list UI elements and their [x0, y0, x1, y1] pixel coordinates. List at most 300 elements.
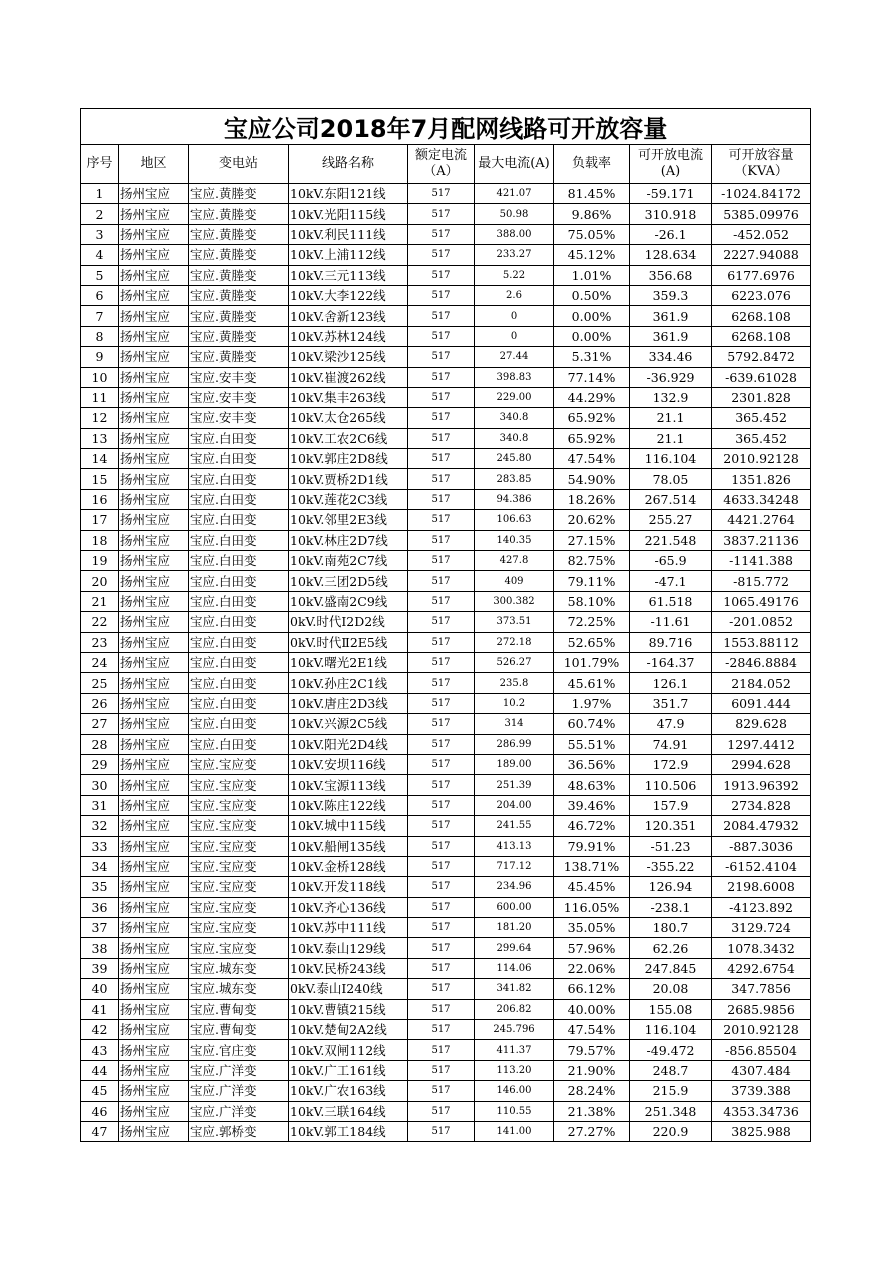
table-row — [81, 408, 811, 428]
cell-max-current: 5.22 — [475, 265, 554, 285]
cell-substation: 宝应.黄塍变 — [189, 265, 289, 285]
cell-open-current: -355.22 — [630, 856, 712, 876]
cell-open-capacity: 2227.94088 — [712, 245, 811, 265]
cell-substation: 宝应.宝应变 — [189, 754, 289, 774]
cell-substation: 宝应.白田变 — [189, 612, 289, 632]
cell-rated-current: 517 — [408, 306, 475, 326]
cell-load-rate: 45.12% — [554, 245, 630, 265]
cell-max-current: 283.85 — [475, 469, 554, 489]
cell-open-current: -59.171 — [630, 184, 712, 204]
cell-open-capacity: -6152.4104 — [712, 856, 811, 876]
table-row — [81, 469, 811, 489]
cell-substation: 宝应.宝应变 — [189, 897, 289, 917]
cell-region: 扬州宝应 — [119, 1081, 189, 1101]
cell-index: 24 — [81, 652, 119, 672]
cell-load-rate: 77.14% — [554, 367, 630, 387]
cell-index: 30 — [81, 775, 119, 795]
cell-load-rate: 54.90% — [554, 469, 630, 489]
cell-line-name: 10kV.光阳115线 — [289, 204, 408, 224]
cell-max-current: 141.00 — [475, 1121, 554, 1141]
cell-region: 扬州宝应 — [119, 652, 189, 672]
cell-max-current: 286.99 — [475, 734, 554, 754]
cell-index: 44 — [81, 1060, 119, 1080]
cell-load-rate: 22.06% — [554, 958, 630, 978]
cell-max-current: 245.80 — [475, 449, 554, 469]
cell-open-capacity: 5385.09976 — [712, 204, 811, 224]
table-row — [81, 530, 811, 550]
cell-rated-current: 517 — [408, 734, 475, 754]
cell-open-current: 310.918 — [630, 204, 712, 224]
cell-line-name: 10kV.孙庄2C1线 — [289, 673, 408, 693]
cell-load-rate: 45.45% — [554, 877, 630, 897]
cell-open-capacity: 2994.628 — [712, 754, 811, 774]
cell-index: 16 — [81, 489, 119, 509]
cell-substation: 宝应.白田变 — [189, 652, 289, 672]
cell-rated-current: 517 — [408, 204, 475, 224]
cell-region: 扬州宝应 — [119, 632, 189, 652]
cell-load-rate: 27.15% — [554, 530, 630, 550]
cell-open-current: 62.26 — [630, 938, 712, 958]
cell-load-rate: 79.91% — [554, 836, 630, 856]
cell-max-current: 299.64 — [475, 938, 554, 958]
cell-line-name: 10kV.梁沙125线 — [289, 347, 408, 367]
cell-open-capacity: 2734.828 — [712, 795, 811, 815]
cell-load-rate: 39.46% — [554, 795, 630, 815]
cell-rated-current: 517 — [408, 449, 475, 469]
cell-load-rate: 52.65% — [554, 632, 630, 652]
table-row — [81, 1060, 811, 1080]
table-row — [81, 1101, 811, 1121]
cell-open-current: 61.518 — [630, 591, 712, 611]
cell-open-capacity: 1913.96392 — [712, 775, 811, 795]
cell-load-rate: 46.72% — [554, 816, 630, 836]
cell-line-name: 10kV.城中115线 — [289, 816, 408, 836]
cell-rated-current: 517 — [408, 918, 475, 938]
cell-rated-current: 517 — [408, 775, 475, 795]
cell-max-current: 27.44 — [475, 347, 554, 367]
cell-substation: 宝应.官庄变 — [189, 1040, 289, 1060]
cell-index: 27 — [81, 714, 119, 734]
cell-open-current: 215.9 — [630, 1081, 712, 1101]
cell-open-current: 356.68 — [630, 265, 712, 285]
cell-substation: 宝应.白田变 — [189, 551, 289, 571]
capacity-table — [80, 108, 811, 1142]
cell-open-current: -26.1 — [630, 224, 712, 244]
cell-open-capacity: 5792.8472 — [712, 347, 811, 367]
cell-region: 扬州宝应 — [119, 612, 189, 632]
cell-open-current: -65.9 — [630, 551, 712, 571]
cell-region: 扬州宝应 — [119, 836, 189, 856]
cell-line-name: 10kV.宝源113线 — [289, 775, 408, 795]
cell-open-current: -164.37 — [630, 652, 712, 672]
cell-open-current: 359.3 — [630, 285, 712, 305]
cell-load-rate: 47.54% — [554, 449, 630, 469]
cell-load-rate: 40.00% — [554, 999, 630, 1019]
cell-open-current: 21.1 — [630, 408, 712, 428]
table-row — [81, 816, 811, 836]
cell-rated-current: 517 — [408, 1081, 475, 1101]
cell-index: 38 — [81, 938, 119, 958]
cell-index: 21 — [81, 591, 119, 611]
cell-substation: 宝应.黄塍变 — [189, 306, 289, 326]
cell-open-capacity: -856.85504 — [712, 1040, 811, 1060]
cell-line-name: 10kV.开发118线 — [289, 877, 408, 897]
cell-max-current: 0 — [475, 306, 554, 326]
cell-line-name: 10kV.金桥128线 — [289, 856, 408, 876]
cell-open-capacity: 2010.92128 — [712, 1020, 811, 1040]
header-region: 地区 — [119, 145, 189, 184]
cell-load-rate: 1.97% — [554, 693, 630, 713]
cell-max-current: 113.20 — [475, 1060, 554, 1080]
cell-substation: 宝应.白田变 — [189, 469, 289, 489]
cell-rated-current: 517 — [408, 673, 475, 693]
table-title: 宝应公司2018年7月配网线路可开放容量 — [81, 109, 811, 145]
cell-load-rate: 47.54% — [554, 1020, 630, 1040]
table-body — [81, 184, 811, 1142]
cell-region: 扬州宝应 — [119, 265, 189, 285]
cell-rated-current: 517 — [408, 510, 475, 530]
cell-region: 扬州宝应 — [119, 326, 189, 346]
cell-substation: 宝应.白田变 — [189, 428, 289, 448]
cell-load-rate: 27.27% — [554, 1121, 630, 1141]
cell-open-current: -49.472 — [630, 1040, 712, 1060]
cell-rated-current: 517 — [408, 877, 475, 897]
header-line-name: 线路名称 — [289, 145, 408, 184]
cell-rated-current: 517 — [408, 489, 475, 509]
cell-index: 15 — [81, 469, 119, 489]
cell-region: 扬州宝应 — [119, 591, 189, 611]
header-rated-current: 额定电流（A） — [408, 145, 475, 184]
header-max-current: 最大电流(A) — [475, 145, 554, 184]
table-row — [81, 204, 811, 224]
cell-line-name: 10kV.贾桥2D1线 — [289, 469, 408, 489]
cell-region: 扬州宝应 — [119, 367, 189, 387]
cell-substation: 宝应.宝应变 — [189, 938, 289, 958]
cell-max-current: 10.2 — [475, 693, 554, 713]
header-open-capacity: 可开放容量（KVA） — [712, 145, 811, 184]
cell-open-current: 21.1 — [630, 428, 712, 448]
cell-open-current: 89.716 — [630, 632, 712, 652]
cell-open-capacity: -887.3036 — [712, 836, 811, 856]
cell-load-rate: 21.90% — [554, 1060, 630, 1080]
cell-load-rate: 48.63% — [554, 775, 630, 795]
cell-line-name: 10kV.东阳121线 — [289, 184, 408, 204]
cell-max-current: 717.12 — [475, 856, 554, 876]
cell-substation: 宝应.白田变 — [189, 734, 289, 754]
cell-load-rate: 81.45% — [554, 184, 630, 204]
table-row — [81, 387, 811, 407]
cell-rated-current: 517 — [408, 530, 475, 550]
cell-open-current: 247.845 — [630, 958, 712, 978]
cell-open-capacity: 2301.828 — [712, 387, 811, 407]
cell-open-capacity: -2846.8884 — [712, 652, 811, 672]
cell-index: 47 — [81, 1121, 119, 1141]
table-row — [81, 754, 811, 774]
cell-region: 扬州宝应 — [119, 449, 189, 469]
cell-region: 扬州宝应 — [119, 1060, 189, 1080]
cell-open-capacity: 2010.92128 — [712, 449, 811, 469]
cell-open-capacity: 6091.444 — [712, 693, 811, 713]
cell-max-current: 411.37 — [475, 1040, 554, 1060]
table-row — [81, 836, 811, 856]
cell-region: 扬州宝应 — [119, 489, 189, 509]
cell-open-capacity: 6268.108 — [712, 326, 811, 346]
cell-open-current: 74.91 — [630, 734, 712, 754]
cell-open-capacity: 2198.6008 — [712, 877, 811, 897]
table-row — [81, 938, 811, 958]
cell-rated-current: 517 — [408, 591, 475, 611]
cell-rated-current: 517 — [408, 367, 475, 387]
table-row — [81, 245, 811, 265]
table-row — [81, 449, 811, 469]
cell-open-capacity: 2084.47932 — [712, 816, 811, 836]
cell-open-current: -238.1 — [630, 897, 712, 917]
table-row — [81, 795, 811, 815]
cell-index: 32 — [81, 816, 119, 836]
cell-index: 12 — [81, 408, 119, 428]
cell-index: 35 — [81, 877, 119, 897]
cell-load-rate: 28.24% — [554, 1081, 630, 1101]
cell-open-capacity: -815.772 — [712, 571, 811, 591]
cell-open-current: 20.08 — [630, 979, 712, 999]
cell-substation: 宝应.白田变 — [189, 632, 289, 652]
cell-open-capacity: 3739.388 — [712, 1081, 811, 1101]
cell-load-rate: 79.11% — [554, 571, 630, 591]
cell-max-current: 600.00 — [475, 897, 554, 917]
cell-load-rate: 0.00% — [554, 306, 630, 326]
cell-load-rate: 66.12% — [554, 979, 630, 999]
cell-line-name: 10kV.太仓265线 — [289, 408, 408, 428]
cell-rated-current: 517 — [408, 652, 475, 672]
cell-substation: 宝应.白田变 — [189, 489, 289, 509]
cell-region: 扬州宝应 — [119, 184, 189, 204]
cell-line-name: 10kV.唐庄2D3线 — [289, 693, 408, 713]
cell-max-current: 2.6 — [475, 285, 554, 305]
cell-region: 扬州宝应 — [119, 306, 189, 326]
cell-rated-current: 517 — [408, 347, 475, 367]
cell-rated-current: 517 — [408, 979, 475, 999]
table-row — [81, 632, 811, 652]
table-row — [81, 1081, 811, 1101]
cell-substation: 宝应.宝应变 — [189, 918, 289, 938]
cell-substation: 宝应.安丰变 — [189, 408, 289, 428]
cell-open-current: 126.94 — [630, 877, 712, 897]
cell-max-current: 300.382 — [475, 591, 554, 611]
cell-rated-current: 517 — [408, 245, 475, 265]
table-row — [81, 265, 811, 285]
cell-line-name: 10kV.曹镇215线 — [289, 999, 408, 1019]
cell-open-current: 248.7 — [630, 1060, 712, 1080]
cell-open-capacity: 4353.34736 — [712, 1101, 811, 1121]
cell-rated-current: 517 — [408, 612, 475, 632]
cell-line-name: 10kV.苏林124线 — [289, 326, 408, 346]
cell-load-rate: 57.96% — [554, 938, 630, 958]
cell-index: 6 — [81, 285, 119, 305]
cell-line-name: 10kV.利民111线 — [289, 224, 408, 244]
header-substation: 变电站 — [189, 145, 289, 184]
cell-rated-current: 517 — [408, 958, 475, 978]
table-row — [81, 734, 811, 754]
cell-line-name: 10kV.邻里2E3线 — [289, 510, 408, 530]
cell-max-current: 409 — [475, 571, 554, 591]
cell-region: 扬州宝应 — [119, 1040, 189, 1060]
cell-open-current: 157.9 — [630, 795, 712, 815]
cell-index: 4 — [81, 245, 119, 265]
cell-line-name: 10kV.三联164线 — [289, 1101, 408, 1121]
cell-region: 扬州宝应 — [119, 1101, 189, 1121]
cell-region: 扬州宝应 — [119, 285, 189, 305]
cell-region: 扬州宝应 — [119, 897, 189, 917]
table-row — [81, 184, 811, 204]
cell-region: 扬州宝应 — [119, 571, 189, 591]
cell-index: 9 — [81, 347, 119, 367]
cell-rated-current: 517 — [408, 326, 475, 346]
cell-substation: 宝应.白田变 — [189, 510, 289, 530]
table-row — [81, 856, 811, 876]
cell-line-name: 10kV.三元113线 — [289, 265, 408, 285]
cell-region: 扬州宝应 — [119, 877, 189, 897]
cell-load-rate: 36.56% — [554, 754, 630, 774]
cell-rated-current: 517 — [408, 754, 475, 774]
cell-substation: 宝应.广洋变 — [189, 1101, 289, 1121]
cell-line-name: 10kV.民桥243线 — [289, 958, 408, 978]
cell-index: 37 — [81, 918, 119, 938]
cell-line-name: 10kV.崔渡262线 — [289, 367, 408, 387]
cell-open-capacity: -201.0852 — [712, 612, 811, 632]
cell-index: 3 — [81, 224, 119, 244]
table-row — [81, 489, 811, 509]
cell-index: 18 — [81, 530, 119, 550]
cell-open-capacity: 1351.826 — [712, 469, 811, 489]
cell-rated-current: 517 — [408, 693, 475, 713]
cell-rated-current: 517 — [408, 856, 475, 876]
cell-substation: 宝应.白田变 — [189, 673, 289, 693]
table-row — [81, 326, 811, 346]
cell-rated-current: 517 — [408, 551, 475, 571]
cell-index: 29 — [81, 754, 119, 774]
table-row — [81, 1020, 811, 1040]
table-row — [81, 551, 811, 571]
cell-open-current: 221.548 — [630, 530, 712, 550]
cell-max-current: 0 — [475, 326, 554, 346]
cell-open-current: 78.05 — [630, 469, 712, 489]
cell-rated-current: 517 — [408, 999, 475, 1019]
cell-index: 26 — [81, 693, 119, 713]
cell-region: 扬州宝应 — [119, 530, 189, 550]
cell-open-current: 128.634 — [630, 245, 712, 265]
cell-open-current: 361.9 — [630, 306, 712, 326]
cell-line-name: 0kV.时代Ⅰ2D2线 — [289, 612, 408, 632]
cell-region: 扬州宝应 — [119, 387, 189, 407]
cell-load-rate: 45.61% — [554, 673, 630, 693]
cell-index: 36 — [81, 897, 119, 917]
cell-substation: 宝应.白田变 — [189, 571, 289, 591]
cell-open-capacity: 1553.88112 — [712, 632, 811, 652]
cell-index: 23 — [81, 632, 119, 652]
cell-max-current: 413.13 — [475, 836, 554, 856]
cell-substation: 宝应.曹甸变 — [189, 999, 289, 1019]
cell-max-current: 204.00 — [475, 795, 554, 815]
cell-load-rate: 79.57% — [554, 1040, 630, 1060]
cell-region: 扬州宝应 — [119, 673, 189, 693]
table-row — [81, 775, 811, 795]
cell-rated-current: 517 — [408, 1121, 475, 1141]
cell-index: 43 — [81, 1040, 119, 1060]
cell-index: 28 — [81, 734, 119, 754]
cell-max-current: 189.00 — [475, 754, 554, 774]
cell-open-capacity: 2685.9856 — [712, 999, 811, 1019]
header-row — [81, 145, 811, 184]
cell-rated-current: 517 — [408, 1101, 475, 1121]
cell-substation: 宝应.广洋变 — [189, 1060, 289, 1080]
cell-substation: 宝应.黄塍变 — [189, 184, 289, 204]
cell-line-name: 10kV.阳光2D4线 — [289, 734, 408, 754]
cell-line-name: 10kV.泰山129线 — [289, 938, 408, 958]
cell-rated-current: 517 — [408, 224, 475, 244]
table-row — [81, 347, 811, 367]
cell-open-capacity: 1078.3432 — [712, 938, 811, 958]
cell-substation: 宝应.白田变 — [189, 714, 289, 734]
cell-rated-current: 517 — [408, 836, 475, 856]
cell-max-current: 234.96 — [475, 877, 554, 897]
cell-max-current: 340.8 — [475, 428, 554, 448]
cell-load-rate: 0.00% — [554, 326, 630, 346]
cell-index: 42 — [81, 1020, 119, 1040]
cell-region: 扬州宝应 — [119, 204, 189, 224]
cell-open-current: 255.27 — [630, 510, 712, 530]
cell-line-name: 10kV.安坝116线 — [289, 754, 408, 774]
cell-rated-current: 517 — [408, 816, 475, 836]
table-row — [81, 714, 811, 734]
cell-line-name: 10kV.广工161线 — [289, 1060, 408, 1080]
cell-rated-current: 517 — [408, 285, 475, 305]
cell-substation: 宝应.宝应变 — [189, 836, 289, 856]
cell-line-name: 10kV.郭庄2D8线 — [289, 449, 408, 469]
cell-open-capacity: 1297.4412 — [712, 734, 811, 754]
cell-substation: 宝应.白田变 — [189, 449, 289, 469]
cell-region: 扬州宝应 — [119, 408, 189, 428]
cell-line-name: 10kV.楚甸2A2线 — [289, 1020, 408, 1040]
cell-load-rate: 138.71% — [554, 856, 630, 876]
cell-max-current: 241.55 — [475, 816, 554, 836]
cell-open-capacity: 6177.6976 — [712, 265, 811, 285]
cell-index: 5 — [81, 265, 119, 285]
cell-substation: 宝应.黄塍变 — [189, 224, 289, 244]
cell-line-name: 10kV.盛南2C9线 — [289, 591, 408, 611]
cell-open-current: -47.1 — [630, 571, 712, 591]
cell-substation: 宝应.黄塍变 — [189, 326, 289, 346]
cell-rated-current: 517 — [408, 265, 475, 285]
cell-line-name: 0kV.时代Ⅱ2E5线 — [289, 632, 408, 652]
cell-load-rate: 20.62% — [554, 510, 630, 530]
cell-open-current: -51.23 — [630, 836, 712, 856]
cell-rated-current: 517 — [408, 1040, 475, 1060]
cell-index: 39 — [81, 958, 119, 978]
cell-region: 扬州宝应 — [119, 816, 189, 836]
cell-substation: 宝应.宝应变 — [189, 775, 289, 795]
cell-load-rate: 65.92% — [554, 408, 630, 428]
cell-open-capacity: -452.052 — [712, 224, 811, 244]
cell-index: 25 — [81, 673, 119, 693]
cell-load-rate: 9.86% — [554, 204, 630, 224]
cell-region: 扬州宝应 — [119, 551, 189, 571]
spreadsheet — [80, 108, 811, 1142]
cell-region: 扬州宝应 — [119, 714, 189, 734]
cell-region: 扬州宝应 — [119, 693, 189, 713]
cell-open-capacity: 4633.34248 — [712, 489, 811, 509]
cell-load-rate: 21.38% — [554, 1101, 630, 1121]
table-row — [81, 591, 811, 611]
